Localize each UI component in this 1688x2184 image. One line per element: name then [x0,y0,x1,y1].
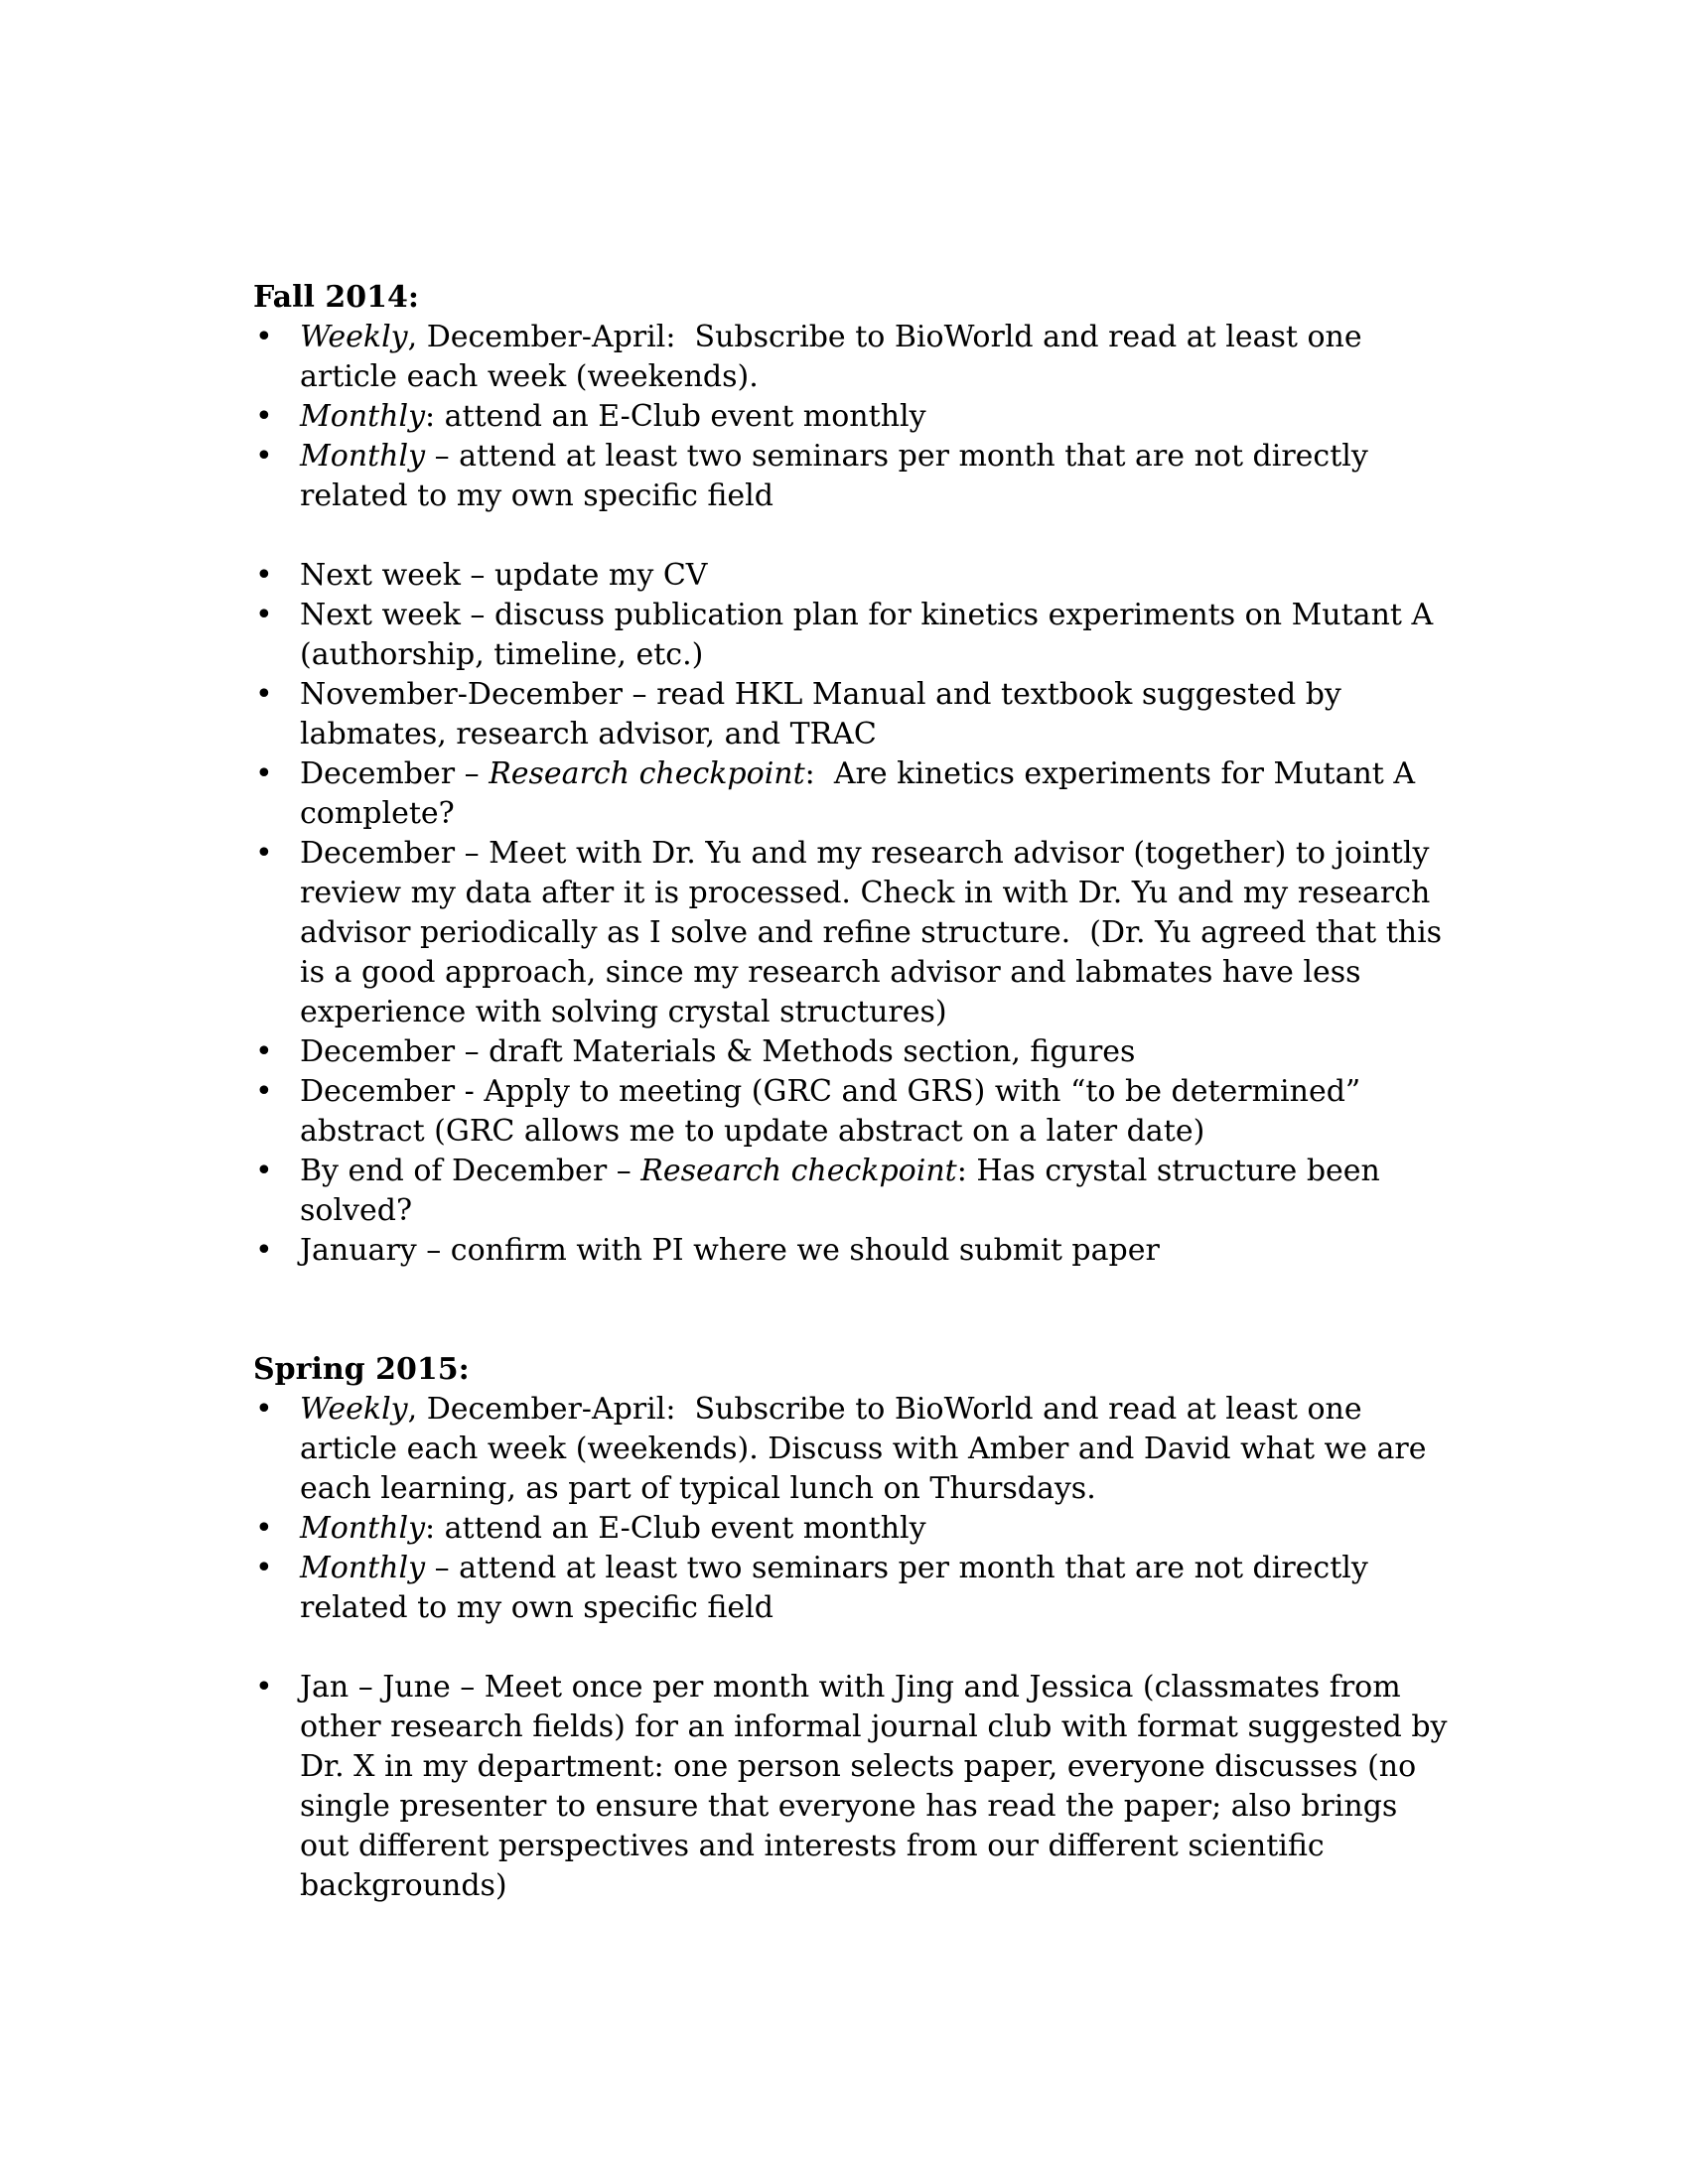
bullet-item-text [300,1034,1135,1069]
text-segment: December – draft Materials & Methods section, figures [300,1034,1136,1069]
italic-text-segment: Monthly [300,439,426,474]
bullet-item [253,1390,1450,1509]
text-segment: – attend at least two seminars per month that are not directly related to my own specific field [300,439,1378,513]
bullet-item [253,397,1450,437]
bullet-list [253,1390,1458,1906]
bullet-marker-icon: • [255,1392,273,1427]
text-segment: , December-April: Subscribe to BioWorld and read at least one article each week (weekends). Discuss with Amber and David what we are each learning, as part of typical lunch on Thursdays. [300,1392,1437,1506]
italic-text-segment: Weekly [300,1392,408,1427]
bullet-item [253,1072,1450,1152]
bullet-marker-icon: • [255,1074,273,1109]
section-gap [253,1271,1450,1350]
text-segment: December - Apply to meeting (GRC and GRS) with “to be determined” abstract (GRC allows me to update abstract on a later date) [300,1074,1370,1149]
bullet-marker-icon: • [255,399,273,434]
bullet-item [253,1509,1450,1549]
bullet-item [253,1032,1450,1072]
bullet-marker-icon: • [255,1034,273,1069]
text-segment: – attend at least two seminars per month that are not directly related to my own specific field [300,1551,1378,1625]
list-spacer [253,1628,1450,1668]
text-segment: December – Meet with Dr. Yu and my research advisor (together) to jointly review my data after it is processed. Check in with Dr. Yu and my research advisor periodically as I solve and refine structure. (Dr. Yu agreed that this is a good approach, since my research advisor and labmates have less experience with solving crystal structures) [300,836,1452,1029]
bullet-item-text [300,1670,1457,1903]
text-segment: January – confirm with PI where we should submit paper [300,1233,1160,1268]
text-segment: , December-April: Subscribe to BioWorld and read at least one article each week (weekends). [300,320,1372,394]
bullet-item [253,556,1450,596]
list-spacer [253,516,1450,556]
bullet-item-text [300,1233,1160,1268]
italic-text-segment: Monthly [300,1551,426,1585]
bullet-marker-icon: • [255,1511,273,1546]
bullet-item-text [300,1154,1389,1228]
text-segment: By end of December – [300,1154,641,1188]
text-segment: : Has crystal structure been solved? [300,1154,1390,1228]
bullet-item-text [300,439,1377,513]
section-heading: Spring 2015: [253,1352,470,1387]
bullet-marker-icon: • [255,1154,273,1188]
bullet-item-text [300,598,1443,672]
bullet-marker-icon: • [255,320,273,354]
bullet-item-text [300,1074,1370,1149]
bullet-marker-icon: • [255,558,273,593]
bullet-item [253,437,1450,516]
italic-text-segment: Weekly [300,320,408,354]
text-segment: : attend an E-Club event monthly [425,399,926,434]
italic-text-segment: Research checkpoint [640,1154,957,1188]
bullet-item [253,1152,1450,1231]
text-segment: Next week – update my CV [300,558,708,593]
bullet-list [253,318,1450,1271]
bullet-marker-icon: • [255,1670,273,1705]
bullet-marker-icon: • [255,1233,273,1268]
bullet-item [253,1549,1450,1628]
bullet-marker-icon: • [255,598,273,632]
bullet-marker-icon: • [255,836,273,871]
text-segment: Jan – June – Meet once per month with Jing and Jessica (classmates from other research fields) for an informal journal club with format suggested by Dr. X in my department: one person selects paper, everyone discusses (no single presenter to ensure that everyone has read the paper; also brings out different perspectives and interests from our different scientific backgrounds) [300,1670,1458,1903]
bullet-item-text [300,677,1350,751]
document-content [253,278,1458,1906]
section-heading: Fall 2014: [253,280,419,315]
bullet-item-text [300,1392,1436,1506]
bullet-item [253,1668,1458,1906]
italic-text-segment: Research checkpoint [489,756,805,791]
bullet-item-text [300,558,707,593]
bullet-item-text [300,756,1425,831]
bullet-marker-icon: • [255,677,273,712]
bullet-item [253,675,1450,754]
bullet-item [253,754,1450,834]
bullet-item [253,596,1450,675]
text-segment: Next week – discuss publication plan for kinetics experiments on Mutant A (authorship, timeline, etc.) [300,598,1443,672]
bullet-item-text [300,1511,926,1546]
bullet-item [253,834,1450,1032]
bullet-marker-icon: • [255,756,273,791]
text-segment: : attend an E-Club event monthly [425,1511,926,1546]
bullet-marker-icon: • [255,439,273,474]
bullet-item-text [300,320,1371,394]
italic-text-segment: Monthly [300,399,426,434]
italic-text-segment: Monthly [300,1511,426,1546]
bullet-item [253,318,1450,397]
bullet-item-text [300,1551,1377,1625]
text-segment: : Are kinetics experiments for Mutant A complete? [300,756,1425,831]
bullet-item-text [300,399,926,434]
bullet-item [253,1231,1450,1271]
bullet-marker-icon: • [255,1551,273,1585]
bullet-item-text [300,836,1452,1029]
text-segment: November-December – read HKL Manual and textbook suggested by labmates, research advisor, and TRAC [300,677,1351,751]
text-segment: December – [300,756,490,791]
